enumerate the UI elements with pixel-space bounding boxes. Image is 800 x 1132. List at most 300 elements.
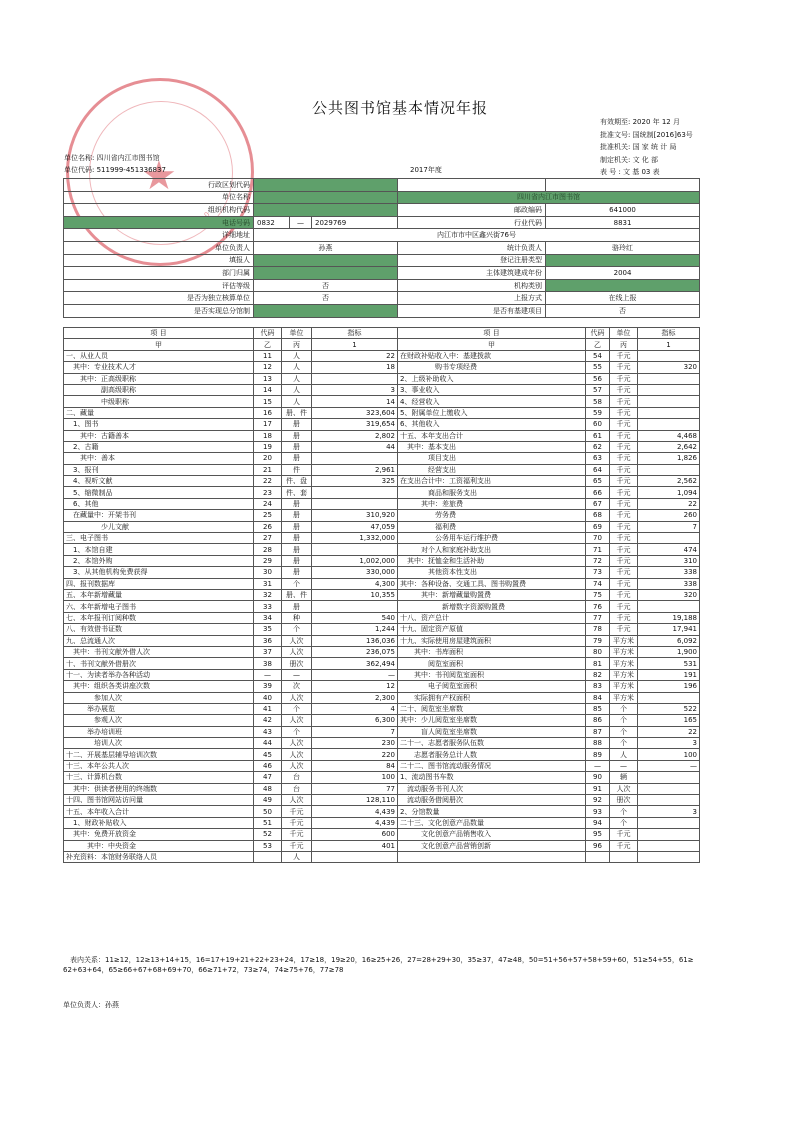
table-cell	[638, 373, 700, 384]
table-cell: 236,075	[312, 646, 398, 657]
info-row	[64, 254, 700, 267]
table-cell: 22	[312, 350, 398, 361]
table-cell: 88	[586, 738, 610, 749]
table-cell: 320	[638, 362, 700, 373]
table-row	[64, 646, 700, 657]
info-cell	[546, 179, 700, 192]
table-cell: 千元	[610, 521, 638, 532]
table-cell: 2、上级补助收入	[398, 373, 586, 384]
table-cell: 千元	[610, 533, 638, 544]
table-cell	[254, 851, 282, 862]
table-cell: 3	[638, 738, 700, 749]
table-row	[64, 715, 700, 726]
info-cell	[254, 191, 398, 204]
table-cell: 十九、固定资产原值	[398, 624, 586, 635]
table-cell: 件、套	[282, 487, 312, 498]
table-cell: 人	[282, 373, 312, 384]
table-cell: 代码	[586, 328, 610, 339]
table-cell: 82	[586, 669, 610, 680]
table-cell: 十一、为读者举办各种活动	[64, 669, 254, 680]
table-cell: 4	[312, 703, 398, 714]
info-cell	[546, 279, 700, 292]
table-cell: 19	[254, 441, 282, 452]
table-cell: 19,188	[638, 612, 700, 623]
table-cell: 230	[312, 738, 398, 749]
table-header-row	[64, 328, 700, 339]
table-cell: 66	[586, 487, 610, 498]
table-cell: 福利费	[398, 521, 586, 532]
table-cell: 个	[610, 817, 638, 828]
table-cell: —	[254, 669, 282, 680]
table-row	[64, 772, 700, 783]
table-cell: 志愿者服务总计人数	[398, 749, 586, 760]
table-cell	[312, 373, 398, 384]
info-cell: 8831	[546, 216, 700, 229]
table-cell: 2,562	[638, 476, 700, 487]
table-cell: 参加人次	[64, 692, 254, 703]
table-cell	[638, 464, 700, 475]
table-cell: 辆	[610, 772, 638, 783]
table-row	[64, 601, 700, 612]
table-cell: 次	[282, 681, 312, 692]
table-cell: 千元	[610, 350, 638, 361]
table-cell: 单位	[610, 328, 638, 339]
table-cell: 册	[282, 453, 312, 464]
table-cell: 十四、图书馆网站访问量	[64, 795, 254, 806]
table-cell: 台	[282, 772, 312, 783]
table-cell: 43	[254, 726, 282, 737]
table-cell: 80	[586, 646, 610, 657]
note-line: 62+63+64，65≥66+67+68+69+70，66≥71+72，73≥74，74≥75+76，77≥78	[63, 966, 344, 974]
table-cell: 册	[282, 510, 312, 521]
table-cell: 76	[586, 601, 610, 612]
table-cell: 千元	[610, 487, 638, 498]
table-cell: 61	[586, 430, 610, 441]
table-cell: 丙	[610, 339, 638, 350]
table-cell	[610, 851, 638, 862]
info-cell: 统计负责人	[398, 241, 546, 254]
info-cell: 是否有基建项目	[398, 304, 546, 317]
table-cell: 50	[254, 806, 282, 817]
table-cell: 册	[282, 430, 312, 441]
table-cell: 册	[282, 601, 312, 612]
table-cell: 在藏量中：开架书刊	[64, 510, 254, 521]
table-cell: 91	[586, 783, 610, 794]
table-cell: 13	[254, 373, 282, 384]
table-cell: 册次	[610, 795, 638, 806]
table-cell: 人次	[282, 738, 312, 749]
table-cell: 千元	[610, 430, 638, 441]
info-row	[64, 179, 700, 192]
table-cell: 三、电子图书	[64, 533, 254, 544]
meta-approval-no: 批准文号: 国统制[2016]63号	[600, 130, 693, 139]
table-cell: 二十一、志愿者服务队伍数	[398, 738, 586, 749]
table-cell: 16	[254, 407, 282, 418]
table-cell	[638, 840, 700, 851]
table-cell: 册	[282, 441, 312, 452]
table-row	[64, 533, 700, 544]
table-cell: 74	[586, 578, 610, 589]
table-cell: 2、本馆外购	[64, 555, 254, 566]
table-cell: 种	[282, 612, 312, 623]
table-row	[64, 817, 700, 828]
table-cell: 甲	[398, 339, 586, 350]
table-row	[64, 806, 700, 817]
table-cell: —	[610, 760, 638, 771]
table-cell: 60	[586, 419, 610, 430]
table-cell	[586, 851, 610, 862]
table-cell: 1,244	[312, 624, 398, 635]
table-cell: 十九、实际使用房屋建筑面积	[398, 635, 586, 646]
report-meta-block	[600, 116, 786, 179]
table-cell: 11	[254, 350, 282, 361]
table-cell: 128,110	[312, 795, 398, 806]
table-cell: 九、总流通人次	[64, 635, 254, 646]
table-row	[64, 384, 700, 395]
table-cell: 千元	[610, 384, 638, 395]
meta-approval-org: 批准机关: 国 家 统 计 局	[600, 143, 677, 151]
table-cell: 1	[638, 339, 700, 350]
table-cell: 电子阅览室面积	[398, 681, 586, 692]
table-cell: 68	[586, 510, 610, 521]
table-cell: 公务用车运行维护费	[398, 533, 586, 544]
table-row	[64, 464, 700, 475]
table-cell: 2,300	[312, 692, 398, 703]
table-cell: 100	[312, 772, 398, 783]
table-row	[64, 840, 700, 851]
table-cell: 人次	[610, 783, 638, 794]
table-cell: 72	[586, 555, 610, 566]
table-cell: 个	[610, 806, 638, 817]
table-cell: 46	[254, 760, 282, 771]
table-row	[64, 635, 700, 646]
table-cell: 94	[586, 817, 610, 828]
table-cell: 320	[638, 589, 700, 600]
table-cell: 22	[254, 476, 282, 487]
table-cell: 63	[586, 453, 610, 464]
table-cell: 14	[254, 384, 282, 395]
table-cell: 28	[254, 544, 282, 555]
table-cell: 七、本年报刊订阅种数	[64, 612, 254, 623]
table-cell: 其中：少儿阅览室坐席数	[398, 715, 586, 726]
info-cell: 评估等级	[64, 279, 254, 292]
seal-star-icon: ★	[141, 153, 177, 199]
table-cell: 十三、计算机台数	[64, 772, 254, 783]
info-row	[64, 229, 700, 242]
table-cell: 其中：抚恤金和生活补助	[398, 555, 586, 566]
table-row	[64, 829, 700, 840]
table-cell: 84	[586, 692, 610, 703]
table-row	[64, 567, 700, 578]
table-cell: 1、财政补贴收入	[64, 817, 254, 828]
table-cell: 千元	[610, 544, 638, 555]
table-cell: 93	[586, 806, 610, 817]
table-cell: 25	[254, 510, 282, 521]
table-cell: 77	[312, 783, 398, 794]
table-cell: 86	[586, 715, 610, 726]
table-cell	[312, 487, 398, 498]
table-cell	[638, 384, 700, 395]
table-cell: 千元	[282, 840, 312, 851]
table-cell: 平方米	[610, 635, 638, 646]
meta-valid-until: 有效期至: 2020 年 12 月	[600, 118, 680, 126]
info-cell: 单位名称	[64, 191, 254, 204]
unit-code: 单位代码: 511999-451336837	[64, 166, 166, 174]
table-cell: 4,300	[312, 578, 398, 589]
table-row	[64, 749, 700, 760]
table-cell: 人次	[282, 635, 312, 646]
table-row	[64, 589, 700, 600]
table-cell: 千元	[610, 829, 638, 840]
table-row	[64, 373, 700, 384]
table-cell: 丙	[282, 339, 312, 350]
table-cell: 十五、本年收入合计	[64, 806, 254, 817]
info-row	[64, 204, 700, 217]
table-cell: 330,000	[312, 567, 398, 578]
table-cell: 册、件	[282, 589, 312, 600]
table-cell: 5、缩微制品	[64, 487, 254, 498]
table-cell: 310,920	[312, 510, 398, 521]
table-cell: 165	[638, 715, 700, 726]
table-cell: 2,642	[638, 441, 700, 452]
table-cell: 53	[254, 840, 282, 851]
table-cell: 少儿文献	[64, 521, 254, 532]
table-cell: 指标	[312, 328, 398, 339]
table-cell: 4、经营收入	[398, 396, 586, 407]
table-cell: 84	[312, 760, 398, 771]
table-cell: 实际拥有产权面积	[398, 692, 586, 703]
table-cell: 196	[638, 681, 700, 692]
footer-signature: 单位负责人：孙燕	[63, 1001, 119, 1009]
table-cell: 531	[638, 658, 700, 669]
table-cell: 4,468	[638, 430, 700, 441]
table-cell: 90	[586, 772, 610, 783]
table-row	[64, 453, 700, 464]
table-cell: 人次	[282, 760, 312, 771]
info-cell: 详细地址	[64, 229, 254, 242]
table-cell	[638, 407, 700, 418]
table-cell: 千元	[610, 453, 638, 464]
table-cell: 新增数字资源购置费	[398, 601, 586, 612]
table-cell: 51	[254, 817, 282, 828]
table-cell: 96	[586, 840, 610, 851]
info-cell	[254, 304, 398, 317]
table-cell	[638, 419, 700, 430]
table-row	[64, 669, 700, 680]
table-cell: 2,961	[312, 464, 398, 475]
info-cell	[254, 254, 398, 267]
table-cell: 流动服务借阅册次	[398, 795, 586, 806]
table-cell: 二十二、图书馆流动服务情况	[398, 760, 586, 771]
table-cell: 41	[254, 703, 282, 714]
meta-issuing-org: 制定机关: 文 化 部	[600, 155, 659, 164]
info-row	[64, 267, 700, 280]
table-cell: 338	[638, 567, 700, 578]
info-cell: 邮政编码	[398, 204, 546, 217]
table-cell: 27	[254, 533, 282, 544]
table-cell: 40	[254, 692, 282, 703]
info-cell: 孙燕	[254, 241, 398, 254]
table-cell: 4、视听文献	[64, 476, 254, 487]
table-cell: 其中：书刊文献外借人次	[64, 646, 254, 657]
table-cell: 522	[638, 703, 700, 714]
info-row	[64, 241, 700, 254]
table-row	[64, 350, 700, 361]
table-cell: 二十、阅览室坐席数	[398, 703, 586, 714]
info-cell: 行政区划代码	[64, 179, 254, 192]
table-cell: 其中：各种设备、交通工具、图书购置费	[398, 578, 586, 589]
table-cell: 23	[254, 487, 282, 498]
basic-info-table	[63, 178, 700, 318]
table-cell: 22	[638, 726, 700, 737]
info-row	[64, 191, 700, 204]
table-cell: 39	[254, 681, 282, 692]
table-cell: 69	[586, 521, 610, 532]
table-cell: 58	[586, 396, 610, 407]
table-cell: 12	[312, 681, 398, 692]
table-cell: 71	[586, 544, 610, 555]
table-cell: 6,300	[312, 715, 398, 726]
unit-name: 单位名称: 四川省内江市图书馆	[64, 154, 160, 162]
table-cell: 540	[312, 612, 398, 623]
table-cell: 3、从其他机构免费获得	[64, 567, 254, 578]
table-cell: 千元	[282, 817, 312, 828]
table-cell: 件、盘	[282, 476, 312, 487]
table-cell: 册	[282, 419, 312, 430]
table-cell: 32	[254, 589, 282, 600]
table-row	[64, 703, 700, 714]
table-cell: 其中：正高级职称	[64, 373, 254, 384]
table-cell: 个	[282, 726, 312, 737]
table-cell: 千元	[610, 476, 638, 487]
table-cell: 人	[282, 384, 312, 395]
info-cell: 内江市市中区鑫兴街76号	[254, 229, 700, 242]
table-cell: 十八、资产总计	[398, 612, 586, 623]
table-cell: 其中：书刊阅览室面积	[398, 669, 586, 680]
table-cell: 20	[254, 453, 282, 464]
table-cell: 其中：供读者使用的终端数	[64, 783, 254, 794]
table-cell: 八、有效借书证数	[64, 624, 254, 635]
report-year: 2017年度	[410, 166, 442, 174]
info-cell	[254, 179, 398, 192]
table-cell: 参观人次	[64, 715, 254, 726]
table-cell	[638, 817, 700, 828]
table-cell: 一、从业人员	[64, 350, 254, 361]
table-cell: 22	[638, 498, 700, 509]
table-row	[64, 441, 700, 452]
table-cell: 37	[254, 646, 282, 657]
table-cell: 77	[586, 612, 610, 623]
info-cell: 是否为独立核算单位	[64, 292, 254, 305]
table-cell: 35	[254, 624, 282, 635]
table-cell: 85	[586, 703, 610, 714]
table-subheader-row	[64, 339, 700, 350]
table-cell: 个	[610, 703, 638, 714]
table-cell: 52	[254, 829, 282, 840]
table-cell: 600	[312, 829, 398, 840]
info-cell: —	[290, 216, 312, 229]
table-cell: 1,826	[638, 453, 700, 464]
table-cell: 册	[282, 567, 312, 578]
table-cell: 17	[254, 419, 282, 430]
table-cell: 千元	[610, 498, 638, 509]
table-row	[64, 407, 700, 418]
table-cell: 人次	[282, 795, 312, 806]
table-row	[64, 430, 700, 441]
table-cell: 323,604	[312, 407, 398, 418]
table-cell	[638, 533, 700, 544]
info-row	[64, 304, 700, 317]
table-cell: 购书专项经费	[398, 362, 586, 373]
table-cell: 92	[586, 795, 610, 806]
table-cell: 人次	[282, 749, 312, 760]
table-cell: 7	[312, 726, 398, 737]
table-cell: 个	[610, 715, 638, 726]
table-cell: 乙	[586, 339, 610, 350]
table-cell	[312, 453, 398, 464]
note-line: 表内关系：11≥12，12≥13+14+15，16=17+19+21+22+23+24，17≥18，19≥20，16≥25+26，27=28+29+30，35≥37，47≥48，50=51+56+57+58+59+60，51≥54+55，61≥	[63, 956, 694, 964]
table-cell: 1	[312, 339, 398, 350]
table-cell: 474	[638, 544, 700, 555]
table-cell: 人	[610, 749, 638, 760]
info-cell	[546, 254, 700, 267]
unit-info	[64, 152, 166, 176]
table-cell: 二十三、文化创意产品数量	[398, 817, 586, 828]
table-cell: 49	[254, 795, 282, 806]
table-row	[64, 396, 700, 407]
table-cell: 401	[312, 840, 398, 851]
info-cell	[254, 204, 398, 217]
table-cell: 册次	[282, 658, 312, 669]
table-cell: 其中：中央资金	[64, 840, 254, 851]
table-cell: 五、本年新增藏量	[64, 589, 254, 600]
table-cell: 36	[254, 635, 282, 646]
table-cell: 其中：组织各类讲座次数	[64, 681, 254, 692]
table-cell: 人	[282, 362, 312, 373]
table-cell: 14	[312, 396, 398, 407]
table-cell: 其中：专业技术人才	[64, 362, 254, 373]
table-cell: 48	[254, 783, 282, 794]
info-row	[64, 292, 700, 305]
info-cell: 部门归属	[64, 267, 254, 280]
table-cell: 甲	[64, 339, 254, 350]
table-cell: 3	[312, 384, 398, 395]
table-cell: 2,802	[312, 430, 398, 441]
table-cell: 平方米	[610, 681, 638, 692]
table-row	[64, 692, 700, 703]
table-cell: 平方米	[610, 658, 638, 669]
table-cell: 29	[254, 555, 282, 566]
table-cell: 千元	[610, 419, 638, 430]
report-title: 公共图书馆基本情况年报	[311, 99, 488, 117]
table-cell: 平方米	[610, 692, 638, 703]
table-cell: 经营支出	[398, 464, 586, 475]
info-cell: 行业代码	[398, 216, 546, 229]
table-cell: 其中：新增藏量购置费	[398, 589, 586, 600]
table-cell: 4,439	[312, 806, 398, 817]
table-cell	[312, 851, 398, 862]
table-cell: 件	[282, 464, 312, 475]
table-cell: 26	[254, 521, 282, 532]
table-cell: 17,941	[638, 624, 700, 635]
info-cell: 否	[254, 292, 398, 305]
table-cell: 十二、开展基层辅导培训次数	[64, 749, 254, 760]
table-cell: 在财政补贴收入中：基建拨款	[398, 350, 586, 361]
table-cell: 4,439	[312, 817, 398, 828]
table-cell: 阅览室面积	[398, 658, 586, 669]
table-cell: 57	[586, 384, 610, 395]
table-cell: 劳务费	[398, 510, 586, 521]
